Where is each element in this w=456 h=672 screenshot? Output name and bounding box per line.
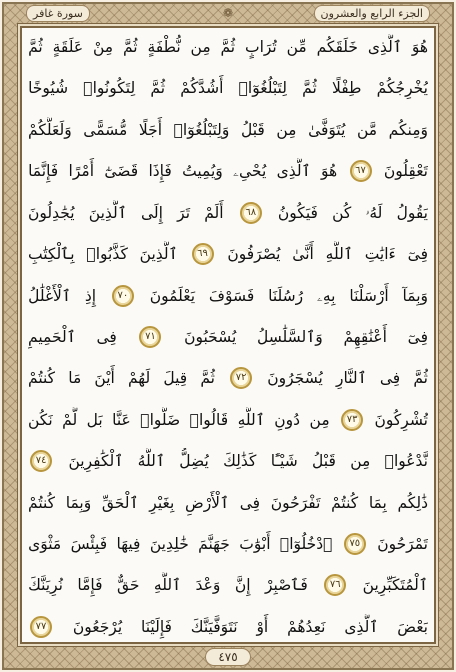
verse-word: أَيْنَ [94,369,115,388]
verse-word: فَإِذَا [148,162,172,181]
page-number: ٤٧٥ [205,648,250,666]
verse-word: لَهُمْ [127,369,151,388]
verse-word: لِتَبْلُغُوٓا۟ [238,79,287,98]
verse-word: مِن [190,38,211,56]
verse-word: يَقُولُ [396,203,428,222]
verse-word: فَسَوْفَ [208,286,255,305]
verse-word: ٱللَّهِ [153,576,182,595]
verse-word: بِٱلْكِتَٰبِ [28,245,75,264]
verse-word: تُشْرِكُونَ [374,410,428,429]
verse-word: كُن [332,203,352,222]
verse-word: مَّن [356,120,378,139]
text-line [28,75,428,101]
verse-word: أَرْسَلْنَا [349,286,389,305]
verse-word: يُرْجَعُونَ [72,617,123,636]
juz-label: الجزء الرابع والعشرون [314,5,431,22]
verse-word: حَقٌّ [116,576,140,595]
verse-word: وَلَعَلَّكُمْ [28,120,72,139]
text-line [28,448,428,474]
text-line [28,34,428,60]
verse-word: جَهَنَّمَ [198,535,230,554]
ayah-number-marker: ٧٥ [344,533,366,555]
verse-word: لَّمْ [62,410,78,429]
verse-word: ٱلْحَمِيمِ [28,327,76,346]
ayah-number-marker: ٧١ [139,326,161,348]
verse-word: ثُمَّ [413,369,428,388]
text-line [28,572,428,598]
verse-word: كَذَٰلِكَ [223,452,257,471]
verse-word: إِنَّ [234,576,251,595]
verse-word: قَالُوا۟ [189,410,229,429]
verse-word: ذَٰلِكُم [397,493,428,512]
verse-word: فِى [379,369,401,388]
verse-word: تَرَ [177,203,191,222]
ayah-number-marker: ٧٦ [324,574,346,596]
ayah-number-marker: ٦٧ [350,160,372,182]
text-line [28,614,428,640]
verse-word: إِذِ [84,286,97,305]
verse-word: ٱلَّذِينَ [88,203,127,222]
verse-word: يُحْىِۦ [233,162,267,181]
verse-word: فَيَكُونُ [277,203,318,222]
verse-word: وَمِنكُم [388,120,428,139]
verse-word: يُضِلُّ [179,452,209,471]
verse-word: فِيهَا [116,535,141,554]
page-footer [0,646,456,668]
page-header [0,0,456,26]
surah-label: سورة غافر [26,5,90,22]
ayah-number-marker: ٧٧ [30,616,52,638]
verse-word: وَبِمَآ [402,286,428,305]
verse-word: نَكُن [28,410,53,429]
verse-word: ثُمَّ [122,38,138,56]
verse-word: وَعْدَ [195,576,221,595]
verse-word: تَمْرَحُونَ [377,535,428,554]
verse-word: ضَلُّوا۟ [140,410,181,429]
verse-word: عَنَّا [112,410,131,429]
verse-word: مِن [350,452,371,471]
verse-word: وَبِمَا [65,493,92,512]
verse-word: ٱلَّذِى [276,162,311,181]
verse-word: ثُمَّ [200,369,215,388]
verse-word: كُنتُمْ [28,493,56,512]
text-line [28,531,428,557]
verse-word: ٱلْمُتَكَبِّرِينَ [362,576,428,595]
verse-word: مَا [68,369,82,388]
verse-word: بِهِۦ [316,286,336,305]
text-line [28,117,428,143]
verse-word: رُسُلَنَا [268,286,304,305]
verse-word: أَبْوَٰبَ [239,535,271,554]
verse-word: ٱلَّذِينَ [139,245,178,264]
verse-word: لَهُۥ [365,203,383,222]
verse-word: أَنَّىٰ [292,245,314,264]
text-line [28,365,428,391]
verse-word: قِيلَ [163,369,188,388]
verse-word: ٱدْخُلُوٓا۟ [279,535,333,554]
verse-word: كَذَّبُوا۟ [86,245,128,264]
verse-word: نُرِيَنَّكَ [28,576,63,595]
verse-word: فِىٓ [407,245,428,264]
verse-word: نَّدْعُوا۟ [384,452,428,471]
verse-word: فِى [96,327,117,346]
verse-word: يُجَٰدِلُونَ [28,203,75,222]
verse-word: دُونِ [274,410,301,429]
ornament-icon: ❁ [222,6,234,20]
verse-word: تَعْقِلُونَ [383,162,428,181]
verse-word: ٱلْأَرْضِ [184,493,230,512]
ayah-number-marker: ٧٢ [230,367,252,389]
verse-word: شُيُوخًا [28,79,69,98]
quran-text [22,30,434,642]
verse-word: مُّسَمًّى [83,120,128,139]
verse-word: ٱللَّهُ [137,452,165,471]
verse-word: ٱلَّذِى [367,38,402,56]
verse-word: أَلَمْ [204,203,224,222]
verse-word: ٱلَّذِى [344,617,379,636]
ayah-number-marker: ٧٠ [112,285,134,307]
ayah-number-marker: ٧٣ [341,409,363,431]
verse-word: بَل [86,410,103,429]
verse-word: أَوْ [256,617,269,636]
verse-word: مِن [309,410,330,429]
verse-word: بِغَيْرِ [149,493,175,512]
text-line [28,324,428,350]
verse-word: ٱللَّهِ [325,245,353,264]
verse-word: كُنتُمْ [28,369,56,388]
verse-word: ٱلْحَقِّ [101,493,139,512]
verse-word: فِىٓ [407,327,428,346]
verse-word: بَعْضَ [397,617,428,636]
verse-word: مِن [276,120,297,139]
verse-word: ثُمَّ [220,38,236,56]
verse-word: مِنْ [93,38,114,56]
text-line [28,200,428,226]
verse-word: مِّن [286,38,307,56]
verse-word: لِتَكُونُوا۟ [83,79,136,98]
verse-word: فَإِمَّا [77,576,103,595]
verse-word: شَيْـًٔا [270,452,298,471]
text-line [28,241,428,267]
ayah-number-marker: ٦٩ [192,243,214,265]
verse-word: يُسْحَبُونَ [184,327,237,346]
verse-word: ٱلْكَٰفِرِينَ [68,452,124,471]
verse-word: فَإِلَيْنَا [141,617,172,636]
verse-word: ثُمَّ [302,79,317,98]
verse-word: هُوَ [321,162,338,181]
verse-word: كُنتُمْ [331,493,359,512]
verse-word: وَلِتَبْلُغُوٓا۟ [173,120,230,139]
verse-word: ثُمَّ [150,79,166,98]
verse-word: طِفْلًا [332,79,362,98]
verse-word: يُتَوَفَّىٰ [308,120,346,139]
verse-word: يَعْلَمُونَ [149,286,196,305]
verse-word: يُصْرَفُونَ [227,245,281,264]
verse-word: هُوَ [411,38,428,56]
verse-word: قَبْلُ [240,120,265,139]
verse-word: ٱلْأَغْلَٰلُ [28,286,71,305]
verse-word: خَٰلِدِينَ [149,535,189,554]
verse-word: يُسْجَرُونَ [267,369,323,388]
verse-word: إِلَى [141,203,163,222]
verse-word: قَضَىٰٓ [104,162,139,181]
verse-word: نُّطْفَةٍ [147,38,181,56]
text-line [28,283,428,309]
text-line [28,407,428,433]
text-line [28,490,428,516]
verse-word: ءَايَٰتِ [364,245,396,264]
verse-word: فَإِنَّمَا [28,162,59,181]
verse-word: أَعْنَٰقِهِمْ [343,327,387,346]
verse-word: فَٱصْبِرْ [264,576,308,595]
ayah-number-marker: ٦٨ [240,202,262,224]
ayah-number-marker: ٧٤ [30,450,52,472]
verse-word: يُخْرِجُكُمْ [376,79,428,98]
verse-word: مَثْوَى [28,535,62,554]
verse-word: أَجَلًا [138,120,163,139]
verse-word: أَمْرًا [68,162,95,181]
verse-word: خَلَقَكُم [316,38,359,56]
verse-word: وَٱلسَّلَٰسِلُ [256,327,323,346]
verse-word: وَيُمِيتُ [182,162,223,181]
verse-word: فِى [239,493,261,512]
verse-word: فَبِئْسَ [70,535,108,554]
verse-word: تُرَابٍ [244,38,277,56]
verse-word: نَتَوَفَّيَنَّكَ [190,617,238,636]
verse-word: ٱلنَّارِ [336,369,367,388]
verse-word: عَلَقَةٍ [52,38,84,56]
verse-word: نَعِدُهُمْ [287,617,326,636]
verse-word: تَفْرَحُونَ [270,493,321,512]
verse-word: بِمَا [368,493,387,512]
verse-word: ٱللَّهِ [237,410,265,429]
verse-word: ثُمَّ [28,38,43,56]
verse-word: قَبْلُ [312,452,336,471]
verse-word: أَشُدَّكُمْ [180,79,224,98]
text-line [28,158,428,184]
